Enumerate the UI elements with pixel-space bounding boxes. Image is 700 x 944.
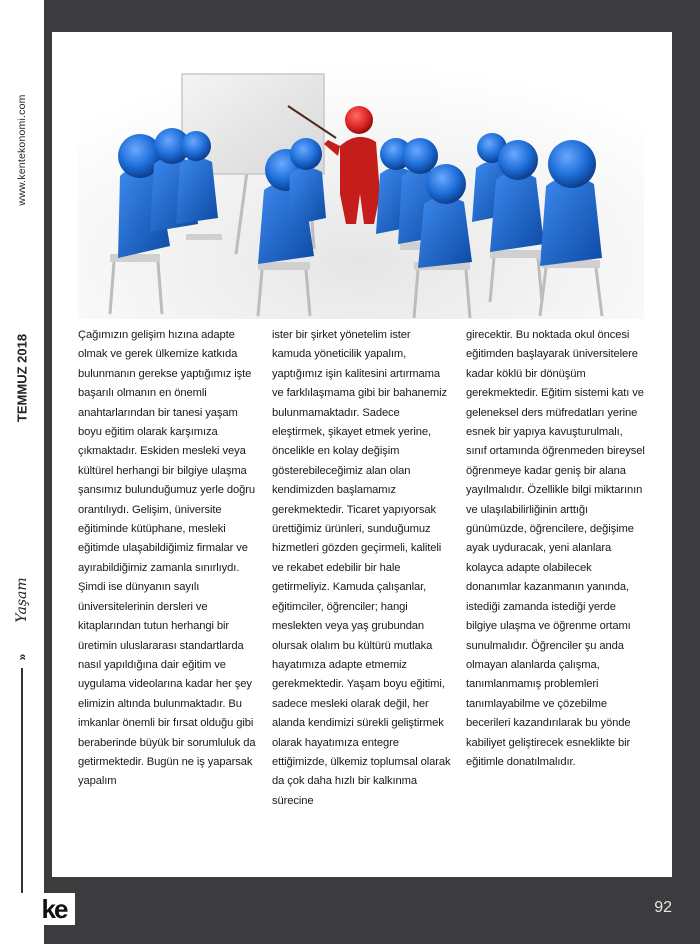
sidebar-strip bbox=[0, 0, 44, 944]
logo-text: ke bbox=[41, 894, 67, 924]
magazine-logo bbox=[33, 893, 75, 925]
section-arrow-icon: » bbox=[15, 653, 29, 661]
article-body bbox=[78, 326, 646, 811]
website-url: www.kentekonomi.com bbox=[16, 94, 28, 206]
paragraph: ister bir şirket yönetelim ister kamuda yöneticilik yapalım, yaptığımız işin kalitesini artırmama ve farklılaşmama gibi bir bahanemiz bulunmamaktadır. Sadece eleştirmek, şikayet etmek yerine, öncelikle en kolay değişim gösterebileceğimiz alan olan kendimizden başlamamız gerekmektedir. Ticaret yapıyorsak ürettiğimiz ürünleri, sunduğumuz hizmetleri gözden geçirmeli, kaliteli ve rekabet edebilir bir hale getirmeliyiz. Kamuda çalışanlar, eğitimciler, öğrenciler; hangi meslekten veya yaş grubundan olursak olalım bu kültürü mutlaka hayatımıza adapte etmemiz gerekmektedir. Yaşam boyu eğitimi, sadece mesleki olarak değil, her alanda kendimizi sürekli geliştirmek olarak hayatımıza entegre ettiğimizde, ülkemiz toplumsal olarak da çok daha hızlı bir kalkınma sürecine bbox=[272, 329, 451, 807]
issue-date: TEMMUZ 2018 bbox=[14, 333, 30, 423]
paragraph: girecektir. Bu noktada okul öncesi eğitimden başlayarak üniversitelere kadar köklü bir dönüşüm gerekmektedir. Eğitim sistemi katı ve geleneksel ders müfredatları yerine esnek bir yapıya kavuşturulmalı, sınıf ortamında öğrenmeden bireysel öğrenmeye kadar geniş bir alana yayılmalıdır. Özellikle bilgi miktarının ve ulaşılabilirliğinin arttığı günümüzde, öğrencilere, değişime ayak uyduracak, yeni alanlara kolayca adapte olabilecek donanımlar kazanmanın yanında, istediği zamanda istediği yerde bilgiye ulaşma ve öğrenme ortamı sunulmalıdır. Öğrenciler şu anda olmayan alanlarda çalışma, tanımlanmamış problemleri tanımlayabilme ve çözebilme becerileri kazandırılarak bu yönde kabiliyet geliştirecek esneklikte bir eğitimle donatılmalıdır. bbox=[466, 329, 645, 768]
article-column-1 bbox=[78, 326, 258, 811]
classroom-presentation-icon bbox=[78, 34, 644, 319]
section-label: Yaşam bbox=[14, 577, 30, 623]
article-page bbox=[52, 32, 672, 877]
article-column-3 bbox=[466, 326, 646, 811]
page-number: 92 bbox=[654, 899, 672, 916]
article-column-2 bbox=[272, 326, 452, 811]
section-divider bbox=[21, 668, 23, 893]
paragraph: Çağımızın gelişim hızına adapte olmak ve gerek ülkemize katkıda bulunmanın gerekse yaptığımız işte başarılı olmanın en önemli anahtarlarından bir tanesi yaşam boyu eğitim olarak karşımıza çıkmaktadır. Eskiden mesleki veya kültürel herhangi bir bilgiye ulaşma şansımız bulunduğumuz yerle doğru orantılıydı. Gelişim, üniversite eğitiminde kütüphane, mesleki eğitimde ulaşabildiğimiz firmalar ve ayırabildiğimiz zamanla sınırlıydı. Şimdi ise dünyanın sayılı üniversitelerinin dersleri ve kitaplarından tutun herhangi bir üretimin uluslararası standartlarda nasıl yapıldığına dair eğitim ve uygulama videolarına kadar her şey elimizin altında bulunmaktadır. Bu imkanlar önemli bir fırsat olduğu gibi beraberinde büyük bir sorumluluk da getirmektedir. Bugün ne iş yaparsak yapalım bbox=[78, 329, 256, 788]
